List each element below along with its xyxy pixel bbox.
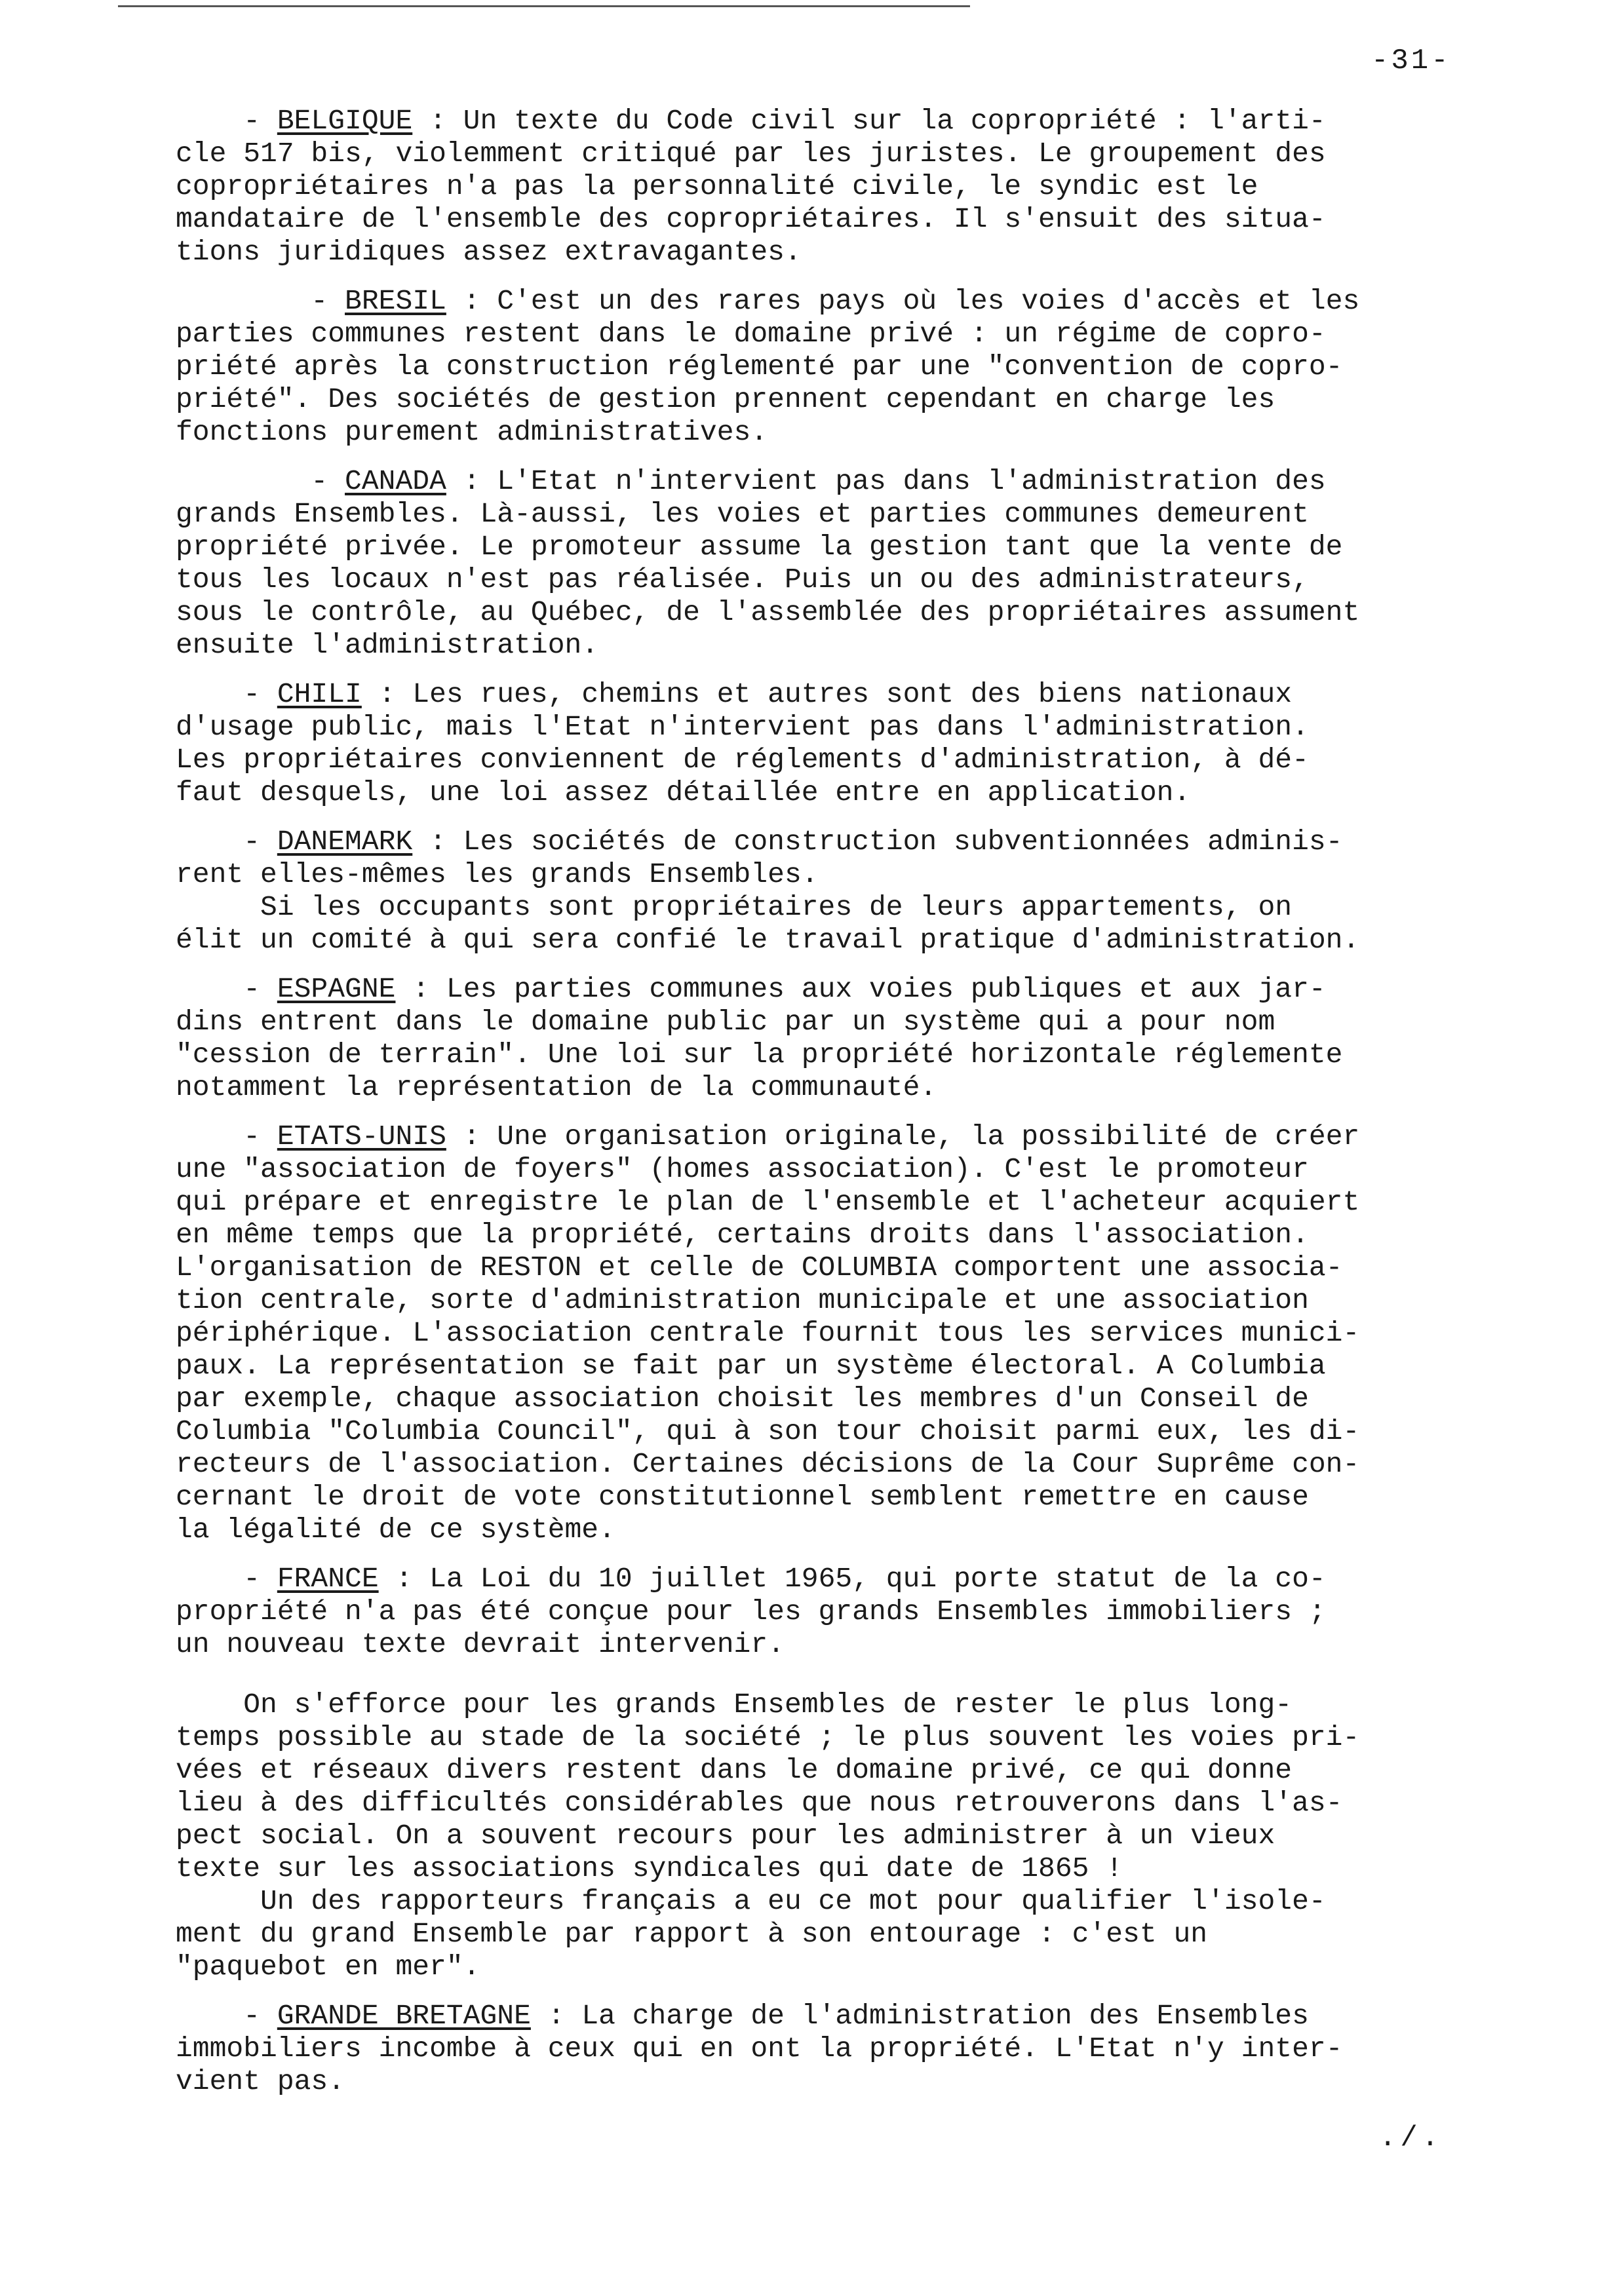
text-line: - CANADA : L'Etat n'intervient pas dans l'administration des bbox=[176, 465, 1326, 497]
text-line: recteurs de l'association. Certaines décisions de la Cour Suprême con- bbox=[176, 1448, 1360, 1480]
text-line: d'usage public, mais l'Etat n'intervient pas dans l'administration. bbox=[176, 711, 1309, 743]
section-france-continued bbox=[176, 1689, 1578, 1983]
section-chili bbox=[176, 678, 1578, 809]
text-line: sous le contrôle, au Québec, de l'assemblée des propriétaires assument bbox=[176, 596, 1360, 628]
line-text: : Une organisation originale, la possibilité de créer bbox=[463, 1120, 1360, 1153]
country-heading: FRANCE bbox=[277, 1563, 379, 1595]
text-line: pect social. On a souvent recours pour les administrer à un vieux bbox=[176, 1820, 1275, 1852]
text-line: Un des rapporteurs français a eu ce mot pour qualifier l'isole- bbox=[176, 1885, 1326, 1917]
text-line: tous les locaux n'est pas réalisée. Puis un ou des administrateurs, bbox=[176, 564, 1309, 596]
text-line: Columbia "Columbia Council", qui à son tour choisit parmi eux, les di- bbox=[176, 1415, 1360, 1447]
text-line: - BRESIL : C'est un des rares pays où les voies d'accès et les bbox=[176, 285, 1360, 317]
line-text: : L'Etat n'intervient pas dans l'administration des bbox=[463, 465, 1326, 497]
text-line: un nouveau texte devrait intervenir. bbox=[176, 1628, 785, 1660]
country-heading: ETATS-UNIS bbox=[277, 1120, 446, 1153]
text-line: la légalité de ce système. bbox=[176, 1514, 615, 1546]
text-line: - GRANDE BRETAGNE : La charge de l'administration des Ensembles bbox=[176, 2000, 1309, 2032]
line-text: : C'est un des rares pays où les voies d'accès et les bbox=[463, 285, 1360, 317]
text-line: mandataire de l'ensemble des copropriétaires. Il s'ensuit des situa- bbox=[176, 203, 1326, 235]
section-france bbox=[176, 1563, 1578, 1661]
text-line: "cession de terrain". Une loi sur la propriété horizontale réglemente bbox=[176, 1039, 1343, 1071]
page-end-mark: ./. bbox=[1379, 2122, 1443, 2154]
text-line: propriété n'a pas été conçue pour les grands Ensembles immobiliers ; bbox=[176, 1596, 1326, 1628]
section-canada bbox=[176, 465, 1578, 662]
top-rule bbox=[118, 5, 970, 7]
country-heading: DANEMARK bbox=[277, 826, 413, 858]
text-line: dins entrent dans le domaine public par un système qui a pour nom bbox=[176, 1006, 1275, 1038]
country-heading: ESPAGNE bbox=[277, 973, 396, 1005]
text-line: immobiliers incombe à ceux qui en ont la propriété. L'Etat n'y inter- bbox=[176, 2033, 1343, 2065]
country-heading: GRANDE BRETAGNE bbox=[277, 2000, 531, 2032]
text-line: Si les occupants sont propriétaires de leurs appartements, on bbox=[176, 891, 1293, 923]
text-line: lieu à des difficultés considérables que nous retrouverons dans l'as- bbox=[176, 1787, 1343, 1819]
line-text: : La charge de l'administration des Ensembles bbox=[547, 2000, 1309, 2032]
text-line: parties communes restent dans le domaine privé : un régime de copro- bbox=[176, 318, 1326, 350]
line-text: : Les rues, chemins et autres sont des biens nationaux bbox=[378, 678, 1293, 710]
text-line: priété après la construction réglementé par une "convention de copro- bbox=[176, 351, 1343, 383]
text-line: ensuite l'administration. bbox=[176, 629, 599, 661]
text-line: L'organisation de RESTON et celle de COLUMBIA comportent une associa- bbox=[176, 1252, 1343, 1284]
text-line: - ESPAGNE : Les parties communes aux voies publiques et aux jar- bbox=[176, 973, 1326, 1005]
section-bresil bbox=[176, 285, 1578, 449]
text-line: notamment la représentation de la communauté. bbox=[176, 1071, 937, 1103]
country-heading: CHILI bbox=[277, 678, 362, 710]
line-text: : La Loi du 10 juillet 1965, qui porte statut de la co- bbox=[395, 1563, 1326, 1595]
text-line: tion centrale, sorte d'administration municipale et une association bbox=[176, 1284, 1309, 1316]
text-line: "paquebot en mer". bbox=[176, 1951, 480, 1983]
text-line: vient pas. bbox=[176, 2065, 345, 2097]
text-line: vées et réseaux divers restent dans le domaine privé, ce qui donne bbox=[176, 1754, 1293, 1786]
text-line: copropriétaires n'a pas la personnalité civile, le syndic est le bbox=[176, 170, 1258, 202]
text-line: tions juridiques assez extravagantes. bbox=[176, 236, 802, 268]
text-line: propriété privée. Le promoteur assume la gestion tant que la vente de bbox=[176, 531, 1343, 563]
text-line: rent elles-mêmes les grands Ensembles. bbox=[176, 858, 819, 890]
text-line: par exemple, chaque association choisit les membres d'un Conseil de bbox=[176, 1383, 1309, 1415]
text-line: cernant le droit de vote constitutionnel semblent remettre en cause bbox=[176, 1481, 1309, 1513]
text-line: - CHILI : Les rues, chemins et autres sont des biens nationaux bbox=[176, 678, 1293, 710]
text-line: qui prépare et enregistre le plan de l'ensemble et l'acheteur acquiert bbox=[176, 1186, 1360, 1218]
text-line: priété". Des sociétés de gestion prennent cependant en charge les bbox=[176, 383, 1275, 415]
country-heading: BRESIL bbox=[345, 285, 446, 317]
text-line: texte sur les associations syndicales qui date de 1865 ! bbox=[176, 1852, 1123, 1885]
text-line: - ETATS-UNIS : Une organisation originale, la possibilité de créer bbox=[176, 1120, 1360, 1153]
line-text: : Les sociétés de construction subventionnées adminis- bbox=[429, 826, 1343, 858]
document-body bbox=[176, 105, 1578, 2114]
country-heading: CANADA bbox=[345, 465, 446, 497]
text-line: fonctions purement administratives. bbox=[176, 416, 768, 448]
text-line: faut desquels, une loi assez détaillée entre en application. bbox=[176, 776, 1191, 809]
text-line: ment du grand Ensemble par rapport à son entourage : c'est un bbox=[176, 1918, 1208, 1950]
section-grande-bretagne bbox=[176, 2000, 1578, 2098]
text-line: élit un comité à qui sera confié le travail pratique d'administration. bbox=[176, 924, 1360, 956]
text-line: périphérique. L'association centrale fournit tous les services munici- bbox=[176, 1317, 1360, 1349]
text-line: - BELGIQUE : Un texte du Code civil sur la copropriété : l'arti- bbox=[176, 105, 1326, 137]
line-text: : Les parties communes aux voies publiques et aux jar- bbox=[412, 973, 1326, 1005]
text-line: grands Ensembles. Là-aussi, les voies et parties communes demeurent bbox=[176, 498, 1309, 530]
page-number: -31- bbox=[1371, 45, 1451, 77]
text-line: Les propriétaires conviennent de réglements d'administration, à dé- bbox=[176, 744, 1309, 776]
text-line: une "association de foyers" (homes association). C'est le promoteur bbox=[176, 1153, 1309, 1185]
text-line: - FRANCE : La Loi du 10 juillet 1965, qui porte statut de la co- bbox=[176, 1563, 1326, 1595]
section-etats-unis bbox=[176, 1120, 1578, 1546]
text-line: - DANEMARK : Les sociétés de construction subventionnées adminis- bbox=[176, 826, 1343, 858]
text-line: cle 517 bis, violemment critiqué par les juristes. Le groupement des bbox=[176, 138, 1326, 170]
text-line: paux. La représentation se fait par un système électoral. A Columbia bbox=[176, 1350, 1326, 1382]
text-line: temps possible au stade de la société ; le plus souvent les voies pri- bbox=[176, 1721, 1360, 1753]
country-heading: BELGIQUE bbox=[277, 105, 413, 137]
section-belgique bbox=[176, 105, 1578, 269]
section-danemark bbox=[176, 826, 1578, 957]
line-text: : Un texte du Code civil sur la copropriété : l'arti- bbox=[429, 105, 1326, 137]
text-line: On s'efforce pour les grands Ensembles de rester le plus long- bbox=[176, 1689, 1293, 1721]
section-espagne bbox=[176, 973, 1578, 1104]
text-line: en même temps que la propriété, certains droits dans l'association. bbox=[176, 1219, 1309, 1251]
